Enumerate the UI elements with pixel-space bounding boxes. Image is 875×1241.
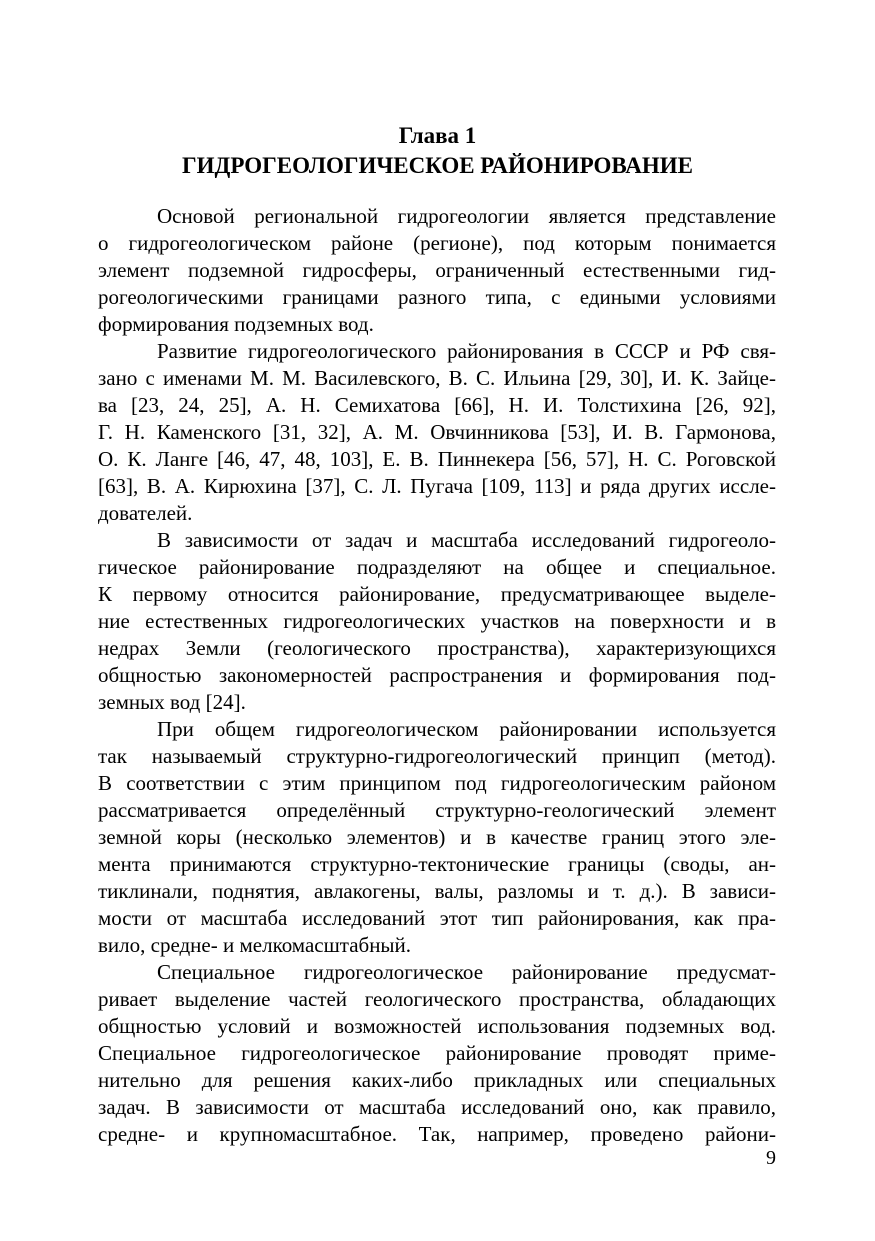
text-line: При общем гидрогеологическом районировании используется bbox=[157, 717, 776, 741]
paragraph bbox=[98, 527, 776, 716]
text-line: нительно для решения каких-либо прикладных или специальных bbox=[98, 1068, 776, 1092]
text-line: гическое районирование подразделяют на общее и специальное. bbox=[98, 555, 776, 579]
text-line: [63], В. А. Кирюхина [37], С. Л. Пугача [109, 113] и ряда других иссле- bbox=[98, 474, 776, 498]
text-line: рогеологическими границами разного типа, с едиными условиями bbox=[98, 285, 776, 309]
text-line: рассматривается определённый структурно-геологический элемент bbox=[98, 798, 776, 822]
paragraph bbox=[98, 959, 776, 1148]
page-number: 9 bbox=[766, 1147, 776, 1169]
text-line: элемент подземной гидросферы, ограниченный естественными гид- bbox=[98, 258, 776, 282]
text-line: ривает выделение частей геологического пространства, обладающих bbox=[98, 987, 776, 1011]
text-line: вило, средне- и мелкомасштабный. bbox=[98, 933, 412, 957]
paragraph bbox=[98, 203, 776, 338]
chapter-label: Глава 1 bbox=[398, 123, 477, 148]
paragraph bbox=[98, 716, 776, 959]
text-line: общностью условий и возможностей использования подземных вод. bbox=[98, 1014, 776, 1038]
text-line: тиклинали, поднятия, авлакогены, валы, разломы и т. д.). В зависи- bbox=[98, 879, 776, 903]
text-line: земных вод [24]. bbox=[98, 690, 246, 714]
text-line: мента принимаются структурно-тектонические границы (своды, ан- bbox=[98, 852, 776, 876]
body-text bbox=[98, 203, 776, 1148]
text-line: формирования подземных вод. bbox=[98, 312, 374, 336]
text-line: Развитие гидрогеологического районирования в СССР и РФ свя- bbox=[157, 339, 776, 363]
text-line: о гидрогеологическом районе (регионе), под которым понимается bbox=[98, 231, 776, 255]
text-line: ние естественных гидрогеологических участков на поверхности и в bbox=[98, 609, 776, 633]
text-line: зано с именами М. М. Василевского, В. С. Ильина [29, 30], И. К. Зайце- bbox=[98, 366, 776, 390]
text-line: Г. Н. Каменского [31, 32], А. М. Овчинникова [53], И. В. Гармонова, bbox=[98, 420, 776, 444]
text-line: общностью закономерностей распространения и формирования под- bbox=[98, 663, 776, 687]
paragraph bbox=[98, 338, 776, 527]
text-line: Специальное гидрогеологическое районирование проводят приме- bbox=[98, 1041, 776, 1065]
text-line: недрах Земли (геологического пространства), характеризующихся bbox=[98, 636, 776, 660]
text-line: ва [23, 24, 25], А. Н. Семихатова [66], Н. И. Толстихина [26, 92], bbox=[98, 393, 776, 417]
text-line: средне- и крупномасштабное. Так, например, проведено райони- bbox=[98, 1122, 776, 1146]
text-line: В соответствии с этим принципом под гидрогеологическим районом bbox=[98, 771, 776, 795]
text-line: земной коры (несколько элементов) и в качестве границ этого эле- bbox=[98, 825, 776, 849]
text-line: мости от масштаба исследований этот тип районирования, как пра- bbox=[98, 906, 776, 930]
text-line: Специальное гидрогеологическое районирование предусмат- bbox=[157, 960, 776, 984]
text-line: К первому относится районирование, предусматривающее выделе- bbox=[98, 582, 776, 606]
text-line: О. К. Ланге [46, 47, 48, 103], Е. В. Пиннекера [56, 57], Н. С. Роговской bbox=[98, 447, 776, 471]
chapter-title: ГИДРОГЕОЛОГИЧЕСКОЕ РАЙОНИРОВАНИЕ bbox=[181, 153, 694, 178]
text-line: В зависимости от задач и масштаба исследований гидрогеоло- bbox=[157, 528, 776, 552]
text-line: Основой региональной гидрогеологии является представление bbox=[157, 204, 776, 228]
text-line: задач. В зависимости от масштаба исследований оно, как правило, bbox=[98, 1095, 776, 1119]
text-line: так называемый структурно-гидрогеологический принцип (метод). bbox=[98, 744, 776, 768]
text-line: дователей. bbox=[98, 501, 193, 525]
